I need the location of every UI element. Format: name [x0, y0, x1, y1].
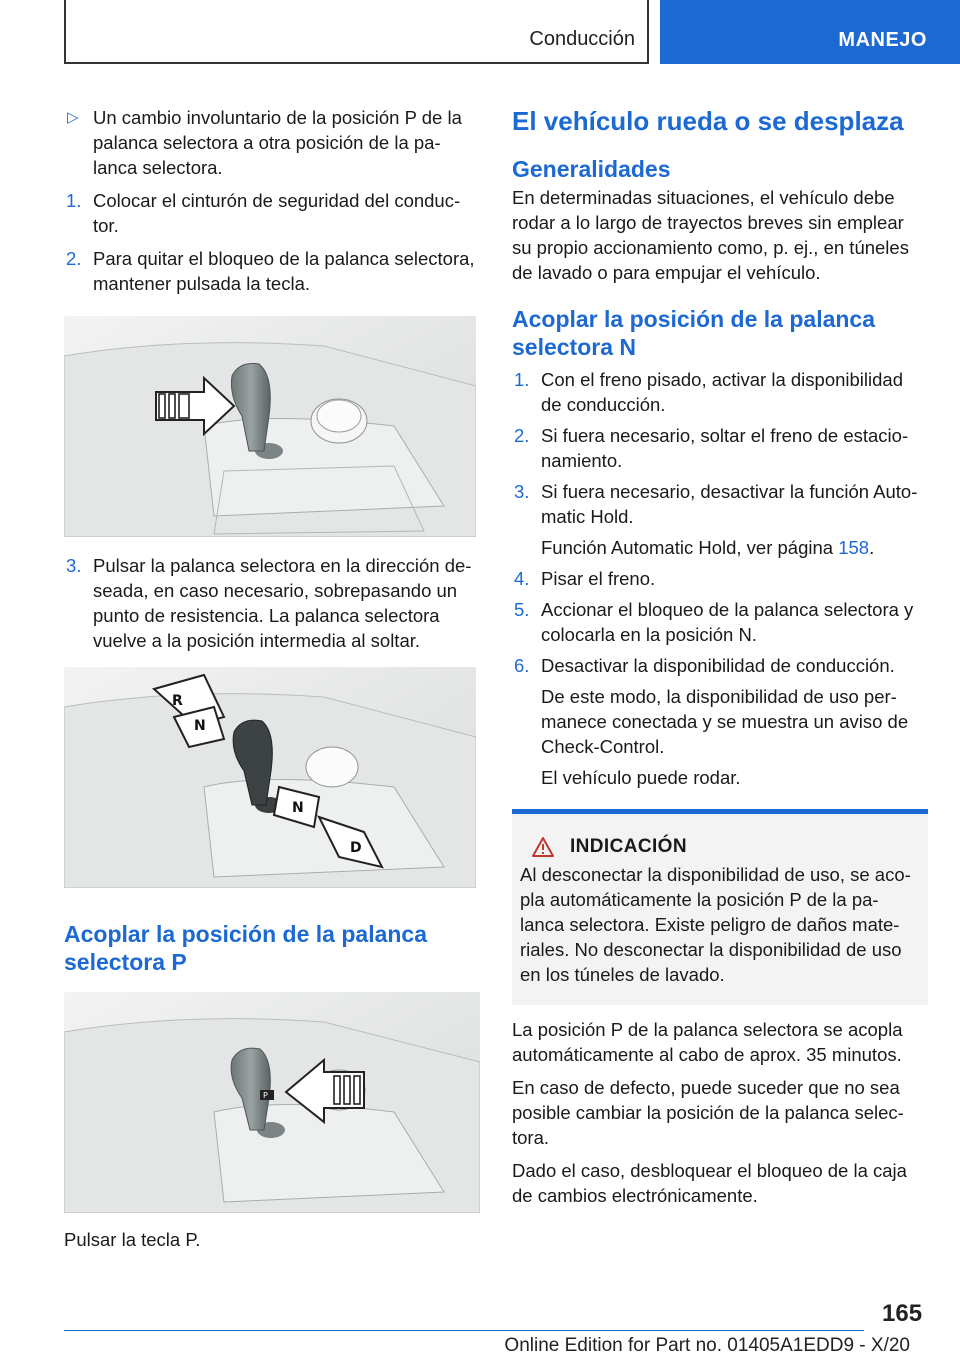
step-item: 3. Si fuera necesario, desactivar la función Auto-matic Hold. [514, 481, 918, 527]
step-sub-text: De este modo, la disponibilidad de uso per-manece conectada y se muestra un aviso de Check-Control. [541, 686, 909, 757]
page-reference: Función Automatic Hold, ver página 158. [541, 537, 875, 558]
heading-general: Generalidades [512, 156, 671, 182]
step-item: 1. Con el freno pisado, activar la disponibilidad de conducción. [514, 369, 903, 415]
caption-park: Pulsar la tecla P. [64, 1229, 201, 1250]
figure-park-button [64, 992, 480, 1213]
position-label-n-upper: N [194, 718, 206, 734]
figure-unlock-button [64, 316, 476, 537]
header-box [64, 0, 649, 64]
step-item: 3. Pulsar la palanca selectora en la dirección de-seada, en caso necesario, sobrepasando un punto de resistencia. La palanca selectora vuelve a la posición intermedia al soltar. [66, 555, 472, 651]
page-link[interactable]: 158 [838, 537, 870, 558]
step-item: 1. Colocar el cinturón de seguridad del conduc-tor. [66, 190, 461, 236]
note-box [512, 809, 928, 1005]
heading-park-position: Acoplar la posición de la palanca selectora P [64, 921, 428, 975]
position-label-d: D [350, 840, 362, 856]
step-item: 5. Accionar el bloqueo de la palanca selectora y colocarla en la posición N. [514, 599, 914, 645]
chapter-tab-label: MANEJO [838, 29, 927, 51]
triangle-bullet-icon: ▷ [67, 109, 79, 126]
warning-icon [532, 837, 554, 857]
right-column [512, 105, 928, 1208]
step-item: 2. Para quitar el bloqueo de la palanca selectora, mantener pulsada la tecla. [66, 248, 475, 294]
note-header [532, 836, 918, 858]
footer-divider [64, 1330, 864, 1331]
note-title: INDICACIÓN [570, 836, 687, 857]
footer-edition: Online Edition for Part no. 01405A1EDD9 - X/20 [504, 1335, 910, 1356]
position-label-r: R [172, 693, 183, 709]
left-column [64, 105, 480, 1252]
step-item: 4. Pisar el freno. [514, 568, 656, 589]
general-text: En determinadas situaciones, el vehículo debe rodar a lo largo de trayectos breves sin emplear su propio accionamiento como, p. ej., en túneles de lavado o para empujar el vehículo. [512, 187, 909, 283]
step-item: 2. Si fuera necesario, soltar el freno de estacio-namiento. [514, 425, 909, 471]
park-key-label: P [263, 1091, 268, 1100]
step-item: 6. Desactivar la disponibilidad de conducción. [514, 655, 895, 676]
page-number: 165 [882, 1300, 923, 1327]
heading-neutral-position: Acoplar la posición de la palanca selectora N [512, 306, 876, 360]
paragraph: Dado el caso, desbloquear el bloqueo de la caja de cambios electrónicamente. [512, 1160, 907, 1206]
heading-vehicle-rolls: El vehículo rueda o se desplaza [512, 106, 904, 136]
paragraph: La posición P de la palanca selectora se acopla automáticamente al cabo de aprox. 35 minutos. [512, 1019, 903, 1065]
step-sub-text: El vehículo puede rodar. [541, 767, 741, 788]
figure-selector-positions [64, 667, 476, 888]
chapter-tab[interactable] [660, 0, 960, 64]
paragraph: En caso de defecto, puede suceder que no sea posible cambiar la posición de la palanca selec-tora. [512, 1077, 904, 1148]
position-label-n-lower: N [292, 800, 304, 816]
note-text: Al desconectar la disponibilidad de uso, se aco-pla automáticamente la posición P de la pa-lanca selectora. Existe peligro de daños mate-riales. No desconectar la disponibilidad de uso en los túneles de lavado. [520, 864, 911, 985]
bullet-item: ▷ Un cambio involuntario de la posición P de la palanca selectora a otra posición de la pa-lanca selectora. [67, 107, 462, 178]
section-title: Conducción [529, 28, 635, 50]
